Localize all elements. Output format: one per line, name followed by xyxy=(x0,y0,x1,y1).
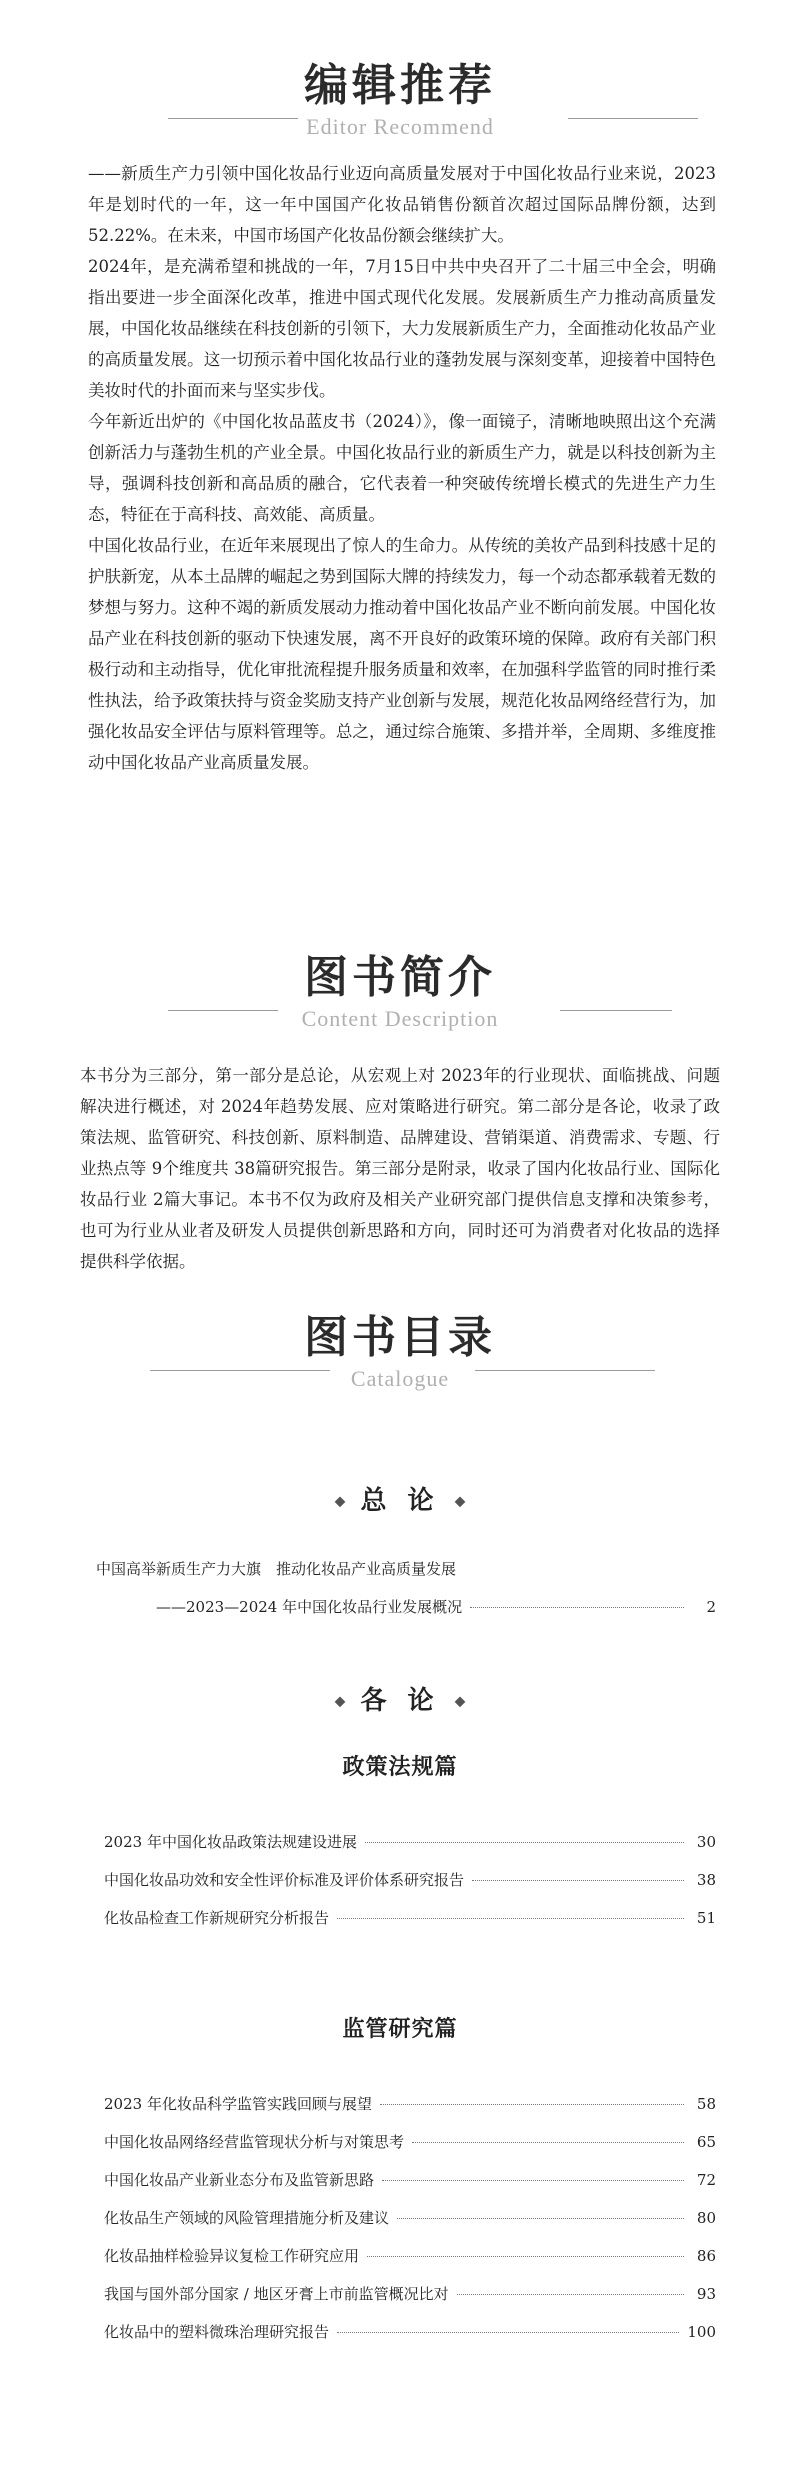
leader-dots xyxy=(382,2180,684,2181)
editor-text xyxy=(88,158,716,778)
diamond-icon: ◆ xyxy=(334,1693,346,1710)
group-title-supervision: 监管研究篇 xyxy=(342,2016,458,2042)
toc-entry[interactable] xyxy=(104,1823,716,1861)
part-general-heading xyxy=(0,1480,800,1517)
heading-rule-left xyxy=(168,1010,278,1011)
toc-entry[interactable] xyxy=(104,2313,716,2351)
toc-entry-title: 化妆品中的塑料微珠治理研究报告 xyxy=(104,2323,330,2341)
leader-dots xyxy=(367,2256,684,2257)
catalogue-subtitle: Catalogue xyxy=(350,1366,450,1391)
toc-page-number: 72 xyxy=(696,2171,716,2189)
heading-rule-left xyxy=(150,1370,330,1371)
group-title-policy: 政策法规篇 xyxy=(342,1754,458,1780)
toc-entry[interactable] xyxy=(104,2161,716,2199)
toc-entry[interactable] xyxy=(104,1861,716,1899)
toc-general xyxy=(96,1550,716,1626)
diamond-icon: ◆ xyxy=(334,1493,346,1510)
toc-page-number: 58 xyxy=(696,2095,716,2113)
toc-entry[interactable] xyxy=(156,1588,716,1626)
diamond-icon: ◆ xyxy=(454,1693,466,1710)
toc-page-number: 2 xyxy=(706,1598,716,1616)
part-specific-label: 各 论 xyxy=(360,1686,440,1716)
editor-paragraph: 2024年，是充满希望和挑战的一年，7月15日中共中央召开了二十届三中全会，明确指出要进一步全面深化改革，推进中国式现代化发展。发展新质生产力推动高质量发展，中国化妆品继续在科技创新的引领下，大力发展新质生产力，全面推动化妆品产业的高质量发展。这一切预示着中国化妆品行业的蓬勃发展与深刻变革，迎接着中国特色美妆时代的扑面而来与坚实步伐。 xyxy=(88,257,716,400)
toc-page-number: 51 xyxy=(696,1909,716,1927)
editor-paragraph: 中国化妆品行业，在近年来展现出了惊人的生命力。从传统的美妆产品到科技感十足的护肤新宠，从本土品牌的崛起之势到国际大牌的持续发力，每一个动态都承载着无数的梦想与努力。这种不竭的新质发展动力推动着中国化妆品产业不断向前发展。中国化妆品产业在科技创新的驱动下快速发展，离不开良好的政策环境的保障。政府有关部门积极行动和主动指导，优化审批流程提升服务质量和效率，在加强科学监管的同时推行柔性执法，给予政策扶持与资金奖励支持产业创新与发展，规范化妆品网络经营行为，加强化妆品安全评估与原料管理等。总之，通过综合施策、多措并举，全周期、多维度推动中国化妆品产业高质量发展。 xyxy=(88,536,716,772)
toc-entry[interactable] xyxy=(104,2199,716,2237)
toc-page-number: 65 xyxy=(696,2133,716,2151)
catalogue-heading xyxy=(0,1310,800,1392)
heading-rule-right xyxy=(568,118,698,119)
diamond-icon: ◆ xyxy=(454,1493,466,1510)
part-specific-heading xyxy=(0,1680,800,1717)
toc-entry[interactable] xyxy=(104,2237,716,2275)
leader-dots xyxy=(380,2104,684,2105)
content-subtitle: Content Description xyxy=(301,1006,499,1031)
toc-entry-title: 中国化妆品功效和安全性评价标准及评价体系研究报告 xyxy=(104,1871,465,1889)
toc-page-number: 93 xyxy=(696,2285,716,2303)
toc-entry-title: 化妆品生产领域的风险管理措施分析及建议 xyxy=(104,2209,390,2227)
toc-entry-title: 化妆品抽样检验异议复检工作研究应用 xyxy=(104,2247,360,2265)
toc-entry-title: 中国化妆品网络经营监管现状分析与对策思考 xyxy=(104,2133,405,2151)
toc-page-number: 30 xyxy=(696,1833,716,1851)
toc-page-number: 100 xyxy=(687,2323,716,2341)
toc-entry-title: 中国化妆品产业新业态分布及监管新思路 xyxy=(104,2171,375,2189)
toc-entry[interactable] xyxy=(104,2085,716,2123)
editor-subtitle: Editor Recommend xyxy=(306,114,494,139)
leader-dots xyxy=(472,1880,684,1881)
content-title: 图书简介 xyxy=(304,952,496,1003)
editor-paragraph: 今年新近出炉的《中国化妆品蓝皮书（2024）》，像一面镜子，清晰地映照出这个充满创新活力与蓬勃生机的产业全景。中国化妆品行业的新质生产力，就是以科技创新为主导，强调科技创新和高品质的融合，它代表着一种突破传统增长模式的先进生产力生态，特征在于高科技、高效能、高质量。 xyxy=(88,412,716,524)
editor-heading xyxy=(0,58,800,140)
toc-entry-title: 中国高举新质生产力大旗 推动化妆品产业高质量发展 xyxy=(96,1560,457,1578)
toc-entry-title: 我国与国外部分国家 / 地区牙膏上市前监管概况比对 xyxy=(104,2285,449,2303)
leader-dots xyxy=(470,1607,684,1608)
heading-rule-right xyxy=(475,1370,655,1371)
toc-entry[interactable] xyxy=(104,2123,716,2161)
toc-entry-title: 化妆品检查工作新规研究分析报告 xyxy=(104,1909,330,1927)
leader-dots xyxy=(457,2294,684,2295)
heading-rule-right xyxy=(560,1010,672,1011)
toc-page-number: 38 xyxy=(696,1871,716,1889)
toc-supervision xyxy=(104,2085,716,2351)
heading-rule-left xyxy=(168,118,298,119)
toc-entry-title: 2023 年化妆品科学监管实践回顾与展望 xyxy=(104,2095,372,2113)
leader-dots xyxy=(365,1842,684,1843)
leader-dots xyxy=(397,2218,684,2219)
toc-entry[interactable] xyxy=(104,1899,716,1937)
leader-dots xyxy=(337,1918,684,1919)
catalogue-title: 图书目录 xyxy=(304,1312,496,1363)
toc-page-number: 86 xyxy=(696,2247,716,2265)
toc-entry-title: 2023 年中国化妆品政策法规建设进展 xyxy=(104,1833,357,1851)
editor-paragraph: ——新质生产力引领中国化妆品行业迈向高质量发展对于中国化妆品行业来说，2023年是划时代的一年，这一年中国国产化妆品销售份额首次超过国际品牌份额，达到52.22%。在未来，中国市场国产化妆品份额会继续扩大。 xyxy=(88,164,716,245)
leader-dots xyxy=(412,2142,684,2143)
content-text xyxy=(80,1060,720,1277)
toc-entry[interactable] xyxy=(104,2275,716,2313)
part-general-label: 总 论 xyxy=(360,1486,440,1516)
leader-dots xyxy=(337,2332,679,2333)
toc-page-number: 80 xyxy=(696,2209,716,2227)
editor-title: 编辑推荐 xyxy=(304,60,496,111)
toc-policy xyxy=(104,1823,716,1937)
toc-entry-subtitle: ——2023—2024 年中国化妆品行业发展概况 xyxy=(156,1598,463,1616)
content-heading xyxy=(0,950,800,1032)
content-paragraph: 本书分为三部分，第一部分是总论，从宏观上对 2023年的行业现状、面临挑战、问题解决进行概述，对 2024年趋势发展、应对策略进行研究。第二部分是各论，收录了政策法规、监管研究、科技创新、原料制造、品牌建设、营销渠道、消费需求、专题、行业热点等 9个维度共 38篇研究报告。第三部分是附录，收录了国内化妆品行业、国际化妆品行业 2篇大事记。本书不仅为政府及相关产业研究部门提供信息支撑和决策参考，也可为行业从业者及研发人员提供创新思路和方向，同时还可为消费者对化妆品的选择提供科学依据。 xyxy=(80,1066,720,1271)
